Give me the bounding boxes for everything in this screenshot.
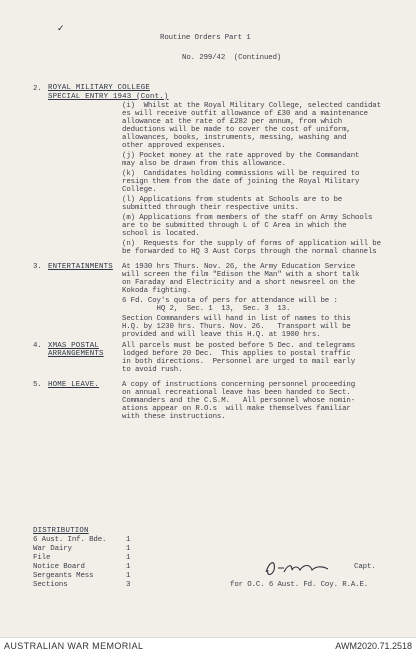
distribution-row-qty: 1	[126, 563, 131, 571]
section-3-number: 3.	[33, 263, 42, 271]
document-title: Routine Orders Part 1	[160, 34, 251, 42]
distribution-row-qty: 3	[126, 581, 131, 589]
distribution-row-qty: 1	[126, 572, 131, 580]
section-2-number: 2.	[33, 85, 42, 93]
document-page: ✓ Routine Orders Part 1 No. 299/42 (Continued) 2. ROYAL MILITARY COLLEGE SPECIAL ENTRY 1943 (Cont.) (i) Whilst at the Royal Military College, selected candidat es will receive outfit allowance of £30 and a maintenance allowance at the rate of £282 per annum, from which deductions will be made to cover the cost of uniform, allowances, books, instruments, messing, washing and other approved expenses. (j) Pocket money at the rate approved by the Commandant may also be drawn from this allowance. (k) Candidates holding commissions will be required to resign them from the date of joining the Royal Military College. (l) Applications from students at Schools are to be submitted through their respective units. (m) Applications from members of the staff on Army Schools are to be submitted through L of C Area in which the school is located. (n) Requests for the supply of forms of application will be be forwarded to HQ 3 Aust Corps through the normal channels 3. ENTERTAINMENTS At 1930 hrs Thurs. Nov. 26, the Army Education Service will screen the film "Edison the Man" with a short talk on Faraday and Electricity and a short newsreel on the Kokoda fighting. 6 Fd. Coy's quota of pers for attendance will be : HQ 2, Sec. 1 13, Sec. 3 13. Section Commanders will hand in list of names to this H.Q. by 1230 hrs. Thurs. Nov. 26. Transport will be provided and will leave this H.Q. at 1900 hrs. 4. XMAS POSTAL ARRANGEMENTS All parcels must be posted before 5 Dec. and telegrams lodged before 20 Dec. This applies to postal traffic in both directions. Personnel are urged to mail early to avoid rush. 5. HOME LEAVE. A copy of instructions concerning personnel proceeding on annual recreational leave has been handed to Sect. Commanders and the C.S.M. All personnel whose nomin- ations appear on R.O.s will make themselves familiar with these instructions. DISTRIBUTION 6 Aust. Inf. Bde. 1 War Dairy 1 File 1 Notice Board 1 Sergeants Mess 1 Sections 3 Capt. for O.C. 6 Aust. Fd. Coy. R.A.E.	[0, 0, 416, 637]
section-3-heading: ENTERTAINMENTS	[48, 263, 113, 271]
distribution-row-label: War Dairy	[33, 545, 72, 553]
section-4-heading: XMAS POSTAL	[48, 342, 99, 350]
distribution-row-label: 6 Aust. Inf. Bde.	[33, 536, 107, 544]
distribution-row-label: Sergeants Mess	[33, 572, 94, 580]
distribution-row-label: File	[33, 554, 51, 562]
order-number: No. 299/42 (Continued)	[182, 54, 282, 62]
distribution-heading: DISTRIBUTION	[33, 527, 89, 535]
handwritten-signature	[262, 558, 332, 578]
check-mark-icon: ✓	[57, 24, 65, 34]
section-2-heading-line-2: SPECIAL ENTRY 1943 (Cont.)	[48, 93, 169, 101]
distribution-row-label: Notice Board	[33, 563, 85, 571]
archive-name: AUSTRALIAN WAR MEMORIAL	[4, 641, 144, 651]
signature-for-line: for O.C. 6 Aust. Fd. Coy. R.A.E.	[230, 581, 369, 589]
section-4-number: 4.	[33, 342, 42, 350]
section-5-number: 5.	[33, 381, 42, 389]
archive-footer	[0, 637, 416, 654]
signatory-rank: Capt.	[354, 563, 376, 571]
section-2-heading: ROYAL MILITARY COLLEGE	[48, 84, 150, 92]
archive-reference: AWM2020.71.2518	[335, 641, 412, 651]
section-4-heading-line-2: ARRANGEMENTS	[48, 350, 104, 358]
section-5-heading: HOME LEAVE.	[48, 381, 99, 389]
distribution-row-qty: 1	[126, 536, 131, 544]
distribution-row-qty: 1	[126, 554, 131, 562]
distribution-row-label: Sections	[33, 581, 68, 589]
distribution-row-qty: 1	[126, 545, 131, 553]
